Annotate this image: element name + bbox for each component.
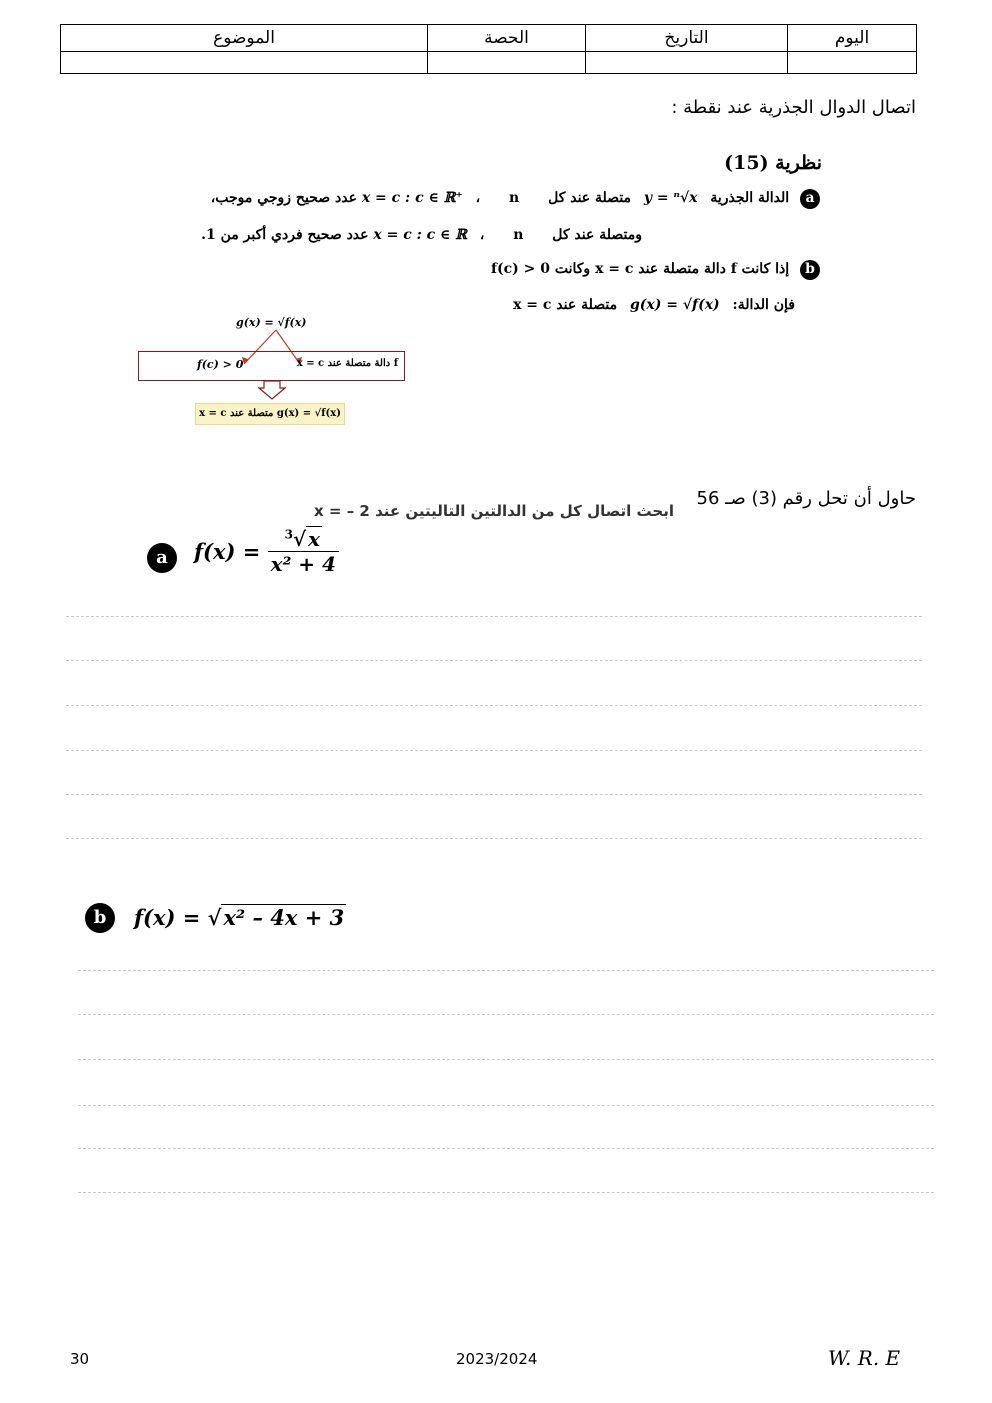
footer-author: W. R. E: [828, 1346, 901, 1370]
answer-line[interactable]: [66, 616, 922, 617]
theorem-a-domain: x = c : c ∈ ℝ⁺: [361, 190, 463, 206]
theorem-a2-cond: n عدد صحيح فردي أكبر من 1.: [201, 227, 524, 243]
diagram-result: g(x) = √f(x) متصلة عند x = c: [195, 403, 345, 425]
header-table: [60, 24, 917, 74]
theorem-b2-text: فإن الدالة:: [732, 297, 795, 313]
function-a-denominator: x² + 4: [270, 552, 336, 576]
theorem-b2-end: متصلة عند x = c: [513, 297, 618, 313]
answer-line[interactable]: [66, 838, 922, 839]
answer-line[interactable]: [78, 970, 934, 971]
function-a: [194, 527, 339, 576]
theorem-a-cond: n عدد صحيح زوجي موجب،: [210, 190, 520, 206]
diagram-right-label: f دالة متصلة عند x = c: [296, 358, 398, 369]
function-b: f(x) = √x² – 4x + 3: [134, 905, 345, 930]
theorem-a-mid: متصلة عند كل: [548, 190, 632, 206]
answer-line[interactable]: [78, 1059, 934, 1060]
header-subject-value[interactable]: [61, 52, 428, 74]
header-date-value[interactable]: [586, 52, 788, 74]
answer-line[interactable]: [78, 1014, 934, 1015]
exercise-badge-a: a: [147, 543, 177, 573]
answer-line[interactable]: [78, 1148, 934, 1149]
answer-line[interactable]: [78, 1192, 934, 1193]
answer-line[interactable]: [66, 660, 922, 661]
answer-line[interactable]: [66, 750, 922, 751]
answer-line[interactable]: [66, 794, 922, 795]
function-a-fraction: [268, 527, 339, 576]
theorem-b-line1: [470, 260, 820, 286]
theorem-a-line1: a الدالة الجذرية y = ⁿ√x متصلة عند كل x = c : c ∈ ℝ⁺ ، n عدد صحيح زوجي موجب،: [180, 189, 820, 215]
badge-a: a: [800, 189, 820, 209]
theorem-b-line2: [500, 297, 795, 321]
header-day-value[interactable]: [788, 52, 917, 74]
function-a-numerator: $^3$√ x: [268, 527, 339, 552]
theorem-a-text: الدالة الجذرية: [710, 190, 790, 206]
diagram-left-label: f(c) > 0: [197, 358, 244, 371]
answer-line[interactable]: [78, 1105, 934, 1106]
theorem-b2-formula: g(x) = √f(x): [629, 297, 720, 313]
function-a-lhs: f(x) =: [194, 539, 261, 564]
exercise-badge-b: b: [85, 903, 115, 933]
footer-year: 2023/2024: [456, 1350, 538, 1368]
theorem-a-formula: y = ⁿ√x: [643, 190, 698, 206]
answer-line[interactable]: [66, 705, 922, 706]
exercise-try: حاول أن تحل رقم (3) صـ 56: [696, 488, 916, 509]
page-number: 30: [70, 1350, 90, 1368]
badge-b: b: [800, 260, 820, 280]
function-b-lhs: f(x) =: [134, 905, 201, 930]
header-session-value[interactable]: [428, 52, 586, 74]
diagram-box: [138, 351, 405, 381]
header-day: اليوم: [788, 25, 917, 52]
diagram-top-label: g(x) = √f(x): [236, 316, 307, 329]
diagram-down-arrow-icon: [258, 380, 286, 400]
theorem-a-line2: ومتصلة عند كل x = c : c ∈ ℝ ، n عدد صحيح فردي أكبر من 1.: [201, 227, 642, 243]
theorem-a2-text: ومتصلة عند كل: [552, 227, 642, 243]
theorem-a2-domain: x = c : c ∈ ℝ: [373, 227, 467, 243]
header-session: الحصة: [428, 25, 586, 52]
header-date: التاريخ: [586, 25, 788, 52]
theorem-title: نظرية (15): [724, 152, 822, 174]
header-subject: الموضوع: [61, 25, 428, 52]
exercise-instruction: ابحث اتصال كل من الدالتين التاليتين عند x = – 2: [314, 502, 674, 520]
theorem-b-text: إذا كانت f دالة متصلة عند x = c وكانت f(c) > 0: [490, 261, 790, 277]
section-title: اتصال الدوال الجذرية عند نقطة :: [671, 97, 916, 118]
function-b-radicand: x² – 4x + 3: [223, 905, 345, 930]
